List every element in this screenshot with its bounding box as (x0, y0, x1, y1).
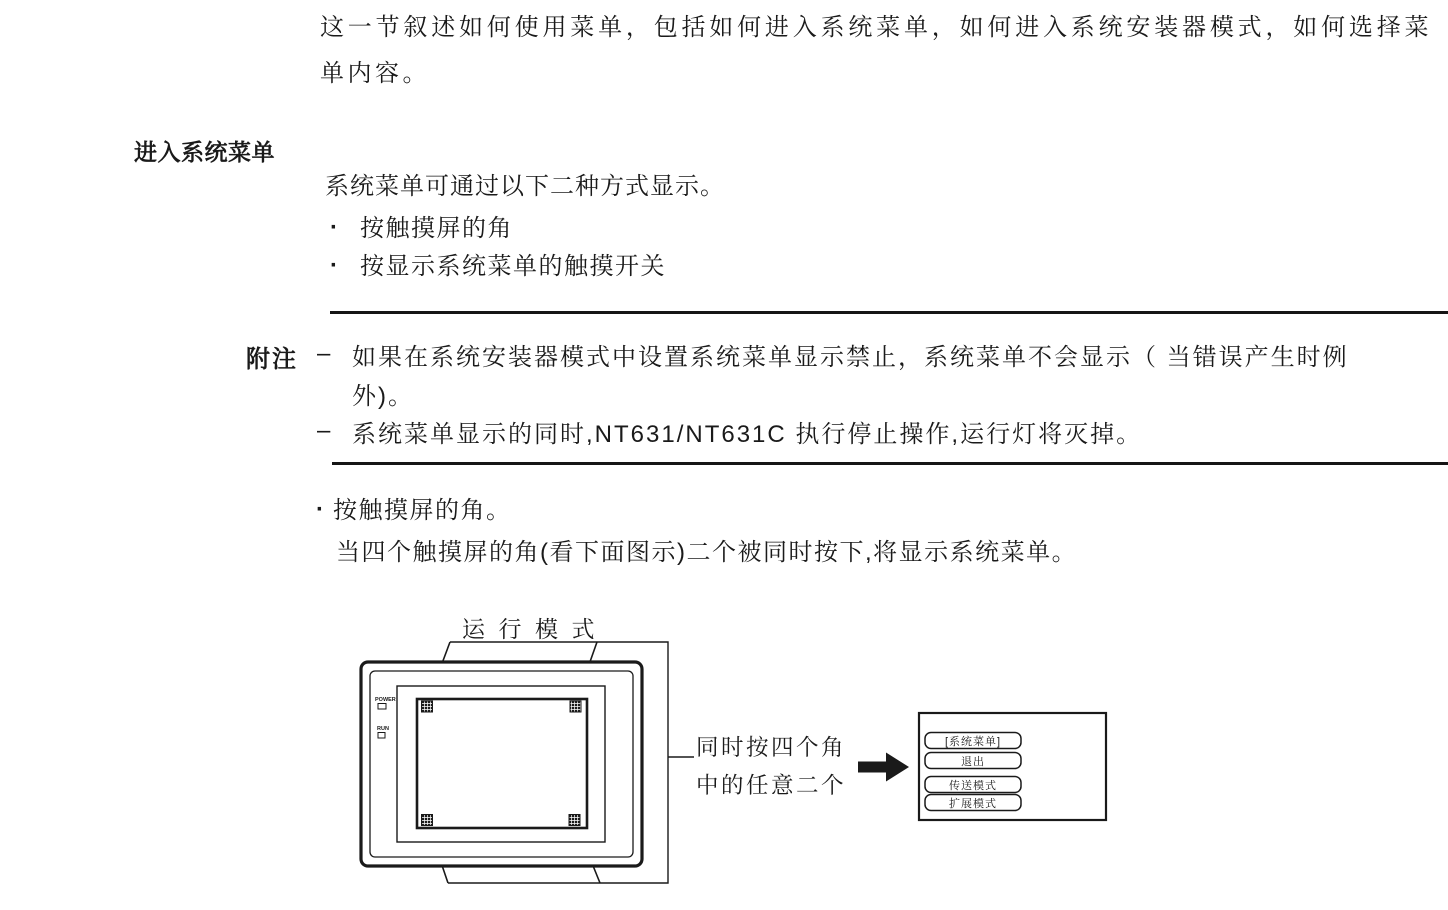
menu-button-exit-label: 退出 (961, 756, 985, 768)
note-dash: – (317, 340, 331, 367)
run-mode-label: 运行模式 (462, 616, 608, 642)
bullet-item-corners: 按触摸屏的角 (360, 215, 513, 242)
note-divider-bottom (332, 462, 1448, 465)
step-bullet: 按触摸屏的角。 (333, 497, 512, 524)
note-item: 如果在系统安装器模式中设置系统菜单显示禁止，系统菜单不会显示（ 当错误产生时例外)。 (352, 344, 1349, 410)
menu-button-expansion-mode-label: 扩展模式 (949, 798, 997, 810)
right-arrow-icon (858, 753, 909, 782)
section-heading: 进入系统菜单 (134, 139, 275, 165)
lead-paragraph: 系统菜单可通过以下二种方式显示。 (325, 173, 725, 200)
note-dash: – (317, 417, 331, 444)
run-indicator-label: RUN (377, 726, 389, 732)
step-detail: 当四个触摸屏的角(看下面图示)二个被同时按下,将显示系统菜单。 (336, 539, 1078, 566)
callout-text-line2: 中的任意二个 (696, 773, 847, 798)
corner-marker-top-right (570, 701, 581, 712)
corner-marker-bottom-right (569, 815, 580, 826)
note-divider-top (330, 311, 1448, 314)
corner-marker-bottom-left (422, 815, 433, 826)
note-item: 系统菜单显示的同时,NT631/NT631C 执行停止操作,运行灯将灭掉。 (352, 421, 1143, 448)
bullet-dot: · (330, 214, 338, 241)
menu-button-transfer-mode-label: 传送模式 (949, 780, 997, 792)
touch-panel-diagram (340, 598, 1130, 900)
note-label: 附注 (246, 346, 298, 373)
callout-text-line1: 同时按四个角 (696, 735, 847, 760)
bullet-item-touch-switch: 按显示系统菜单的触摸开关 (360, 253, 666, 280)
corner-marker-top-left (422, 701, 433, 712)
power-indicator-label: POWER (375, 697, 396, 703)
menu-button-system-menu-label: [系统菜单] (944, 736, 1002, 748)
bullet-dot: · (330, 252, 338, 279)
intro-paragraph: 这一节叙述如何使用菜单，包括如何进入系统菜单，如何进入系统安装器模式，如何选择菜单内容。 (320, 14, 1432, 87)
system-menu-panel (919, 713, 1106, 820)
bullet-dot: · (316, 496, 324, 523)
device-bezel (361, 662, 642, 866)
